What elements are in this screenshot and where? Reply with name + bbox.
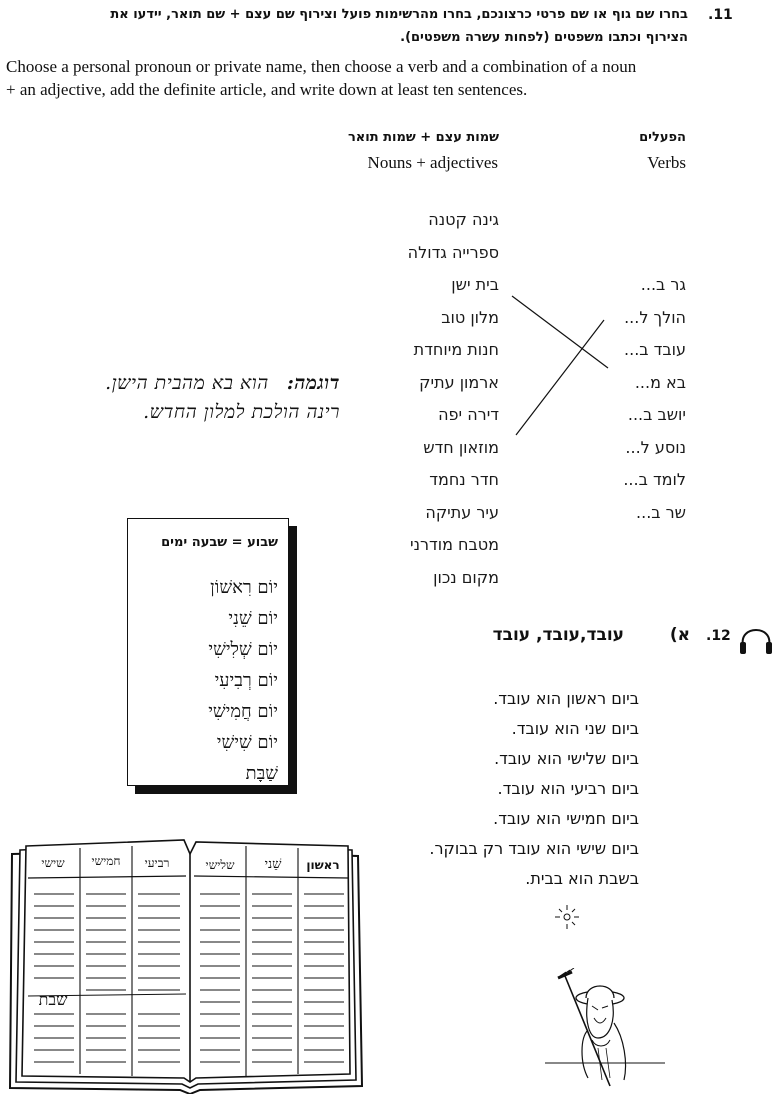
sun-icon	[552, 902, 582, 932]
headphones-icon[interactable]	[737, 615, 775, 657]
week-box-title: שבוע = שבעה ימים	[161, 535, 278, 550]
instruction-he-line-1: בחרו שם גוף או שם פרטי כרצונכם, בחרו מהרשימות פועל וצירוף שם עצם + שם תואר, יידעו את	[110, 7, 688, 22]
list-item: יוֹם שִׁישִׁי	[216, 732, 278, 753]
exercise-12-title: עובד,עובד, עובד	[492, 625, 624, 645]
verbs-header-en: Verbs	[647, 153, 686, 172]
list-item: בשבת הוא בבית.	[525, 869, 639, 888]
example-label: דוגמה:	[286, 372, 340, 394]
instruction-en-line-1: Choose a personal pronoun or private name, then choose a verb and a combination of a noun	[6, 57, 637, 76]
list-item: יוֹם שְׁלִישִׁי	[208, 639, 278, 660]
book-header-monday: שֵׁני	[264, 857, 282, 872]
list-item: נוסע ל...	[625, 437, 686, 457]
exercise-12-text	[339, 684, 639, 894]
example-block	[20, 372, 340, 424]
exercise-11-instruction-he	[8, 3, 688, 49]
exercise-12-part: א)	[669, 625, 690, 645]
book-header-thursday: חמישי	[91, 854, 121, 868]
list-item: יוֹם שֵׁנִי	[228, 608, 278, 629]
list-item: ביום ראשון הוא עובד.	[493, 689, 639, 708]
book-header-sunday: ראשון	[306, 858, 340, 872]
list-item: מקום נכון	[433, 567, 499, 587]
week-box	[127, 518, 289, 786]
list-item: ספרייה גדולה	[407, 242, 499, 262]
gardener-illustration	[540, 968, 670, 1088]
matching-lines	[500, 290, 620, 440]
list-item: דירה יפה	[438, 405, 499, 424]
book-entry-shabbat: שבת	[38, 990, 68, 1009]
book-drawing	[0, 838, 380, 1094]
nouns-header-he: שמות עצם + שמות תואר	[347, 130, 499, 145]
list-item: בית ישן	[451, 275, 499, 294]
list-item: יושב ב...	[627, 405, 686, 424]
week-days-list	[128, 550, 288, 789]
instruction-he-line-2: הצירוף וכתבו משפטים (לפחות עשרה משפטים).	[400, 30, 688, 45]
book-header-friday: שישי	[41, 856, 65, 870]
nouns-list	[329, 204, 499, 594]
list-item: חנות מיוחדת	[413, 340, 499, 359]
list-item: מוזאון חדש	[423, 437, 499, 457]
list-item: בא מ...	[634, 372, 686, 392]
list-item: שר ב...	[636, 502, 686, 522]
list-item: מטבח מודרני	[409, 535, 499, 554]
list-item: שַׁבָּת	[245, 763, 278, 784]
list-item: יוֹם רְבִיעִי	[214, 670, 278, 691]
list-item: עובד ב...	[624, 340, 686, 359]
list-item: לומד ב...	[623, 470, 686, 489]
list-item: ארמון עתיק	[419, 372, 499, 392]
list-item: ביום חמישי הוא עובד.	[493, 809, 639, 828]
list-item: ביום שלישי הוא עובד.	[494, 749, 639, 768]
calendar-book	[0, 838, 380, 1094]
nouns-header-en: Nouns + adjectives	[367, 153, 498, 172]
list-item: גר ב...	[640, 275, 686, 294]
verbs-header-he: הפעלים	[639, 130, 686, 145]
list-item: הולך ל...	[624, 307, 686, 327]
exercise-12-number: .12	[706, 628, 731, 644]
list-item: חדר נחמד	[429, 470, 499, 489]
example-line-1: הוא בא מהבית הישן.	[105, 372, 269, 394]
list-item: ביום שישי הוא עובד רק בבוקר.	[429, 839, 639, 858]
list-item: גינה קטנה	[428, 210, 499, 229]
book-header-tuesday: שלישי	[205, 858, 235, 872]
exercise-11-instruction-en	[6, 55, 726, 101]
list-item: עיר עתיקה	[425, 502, 499, 522]
list-item: יוֹם חֲמִישִׁי	[208, 701, 278, 722]
list-item: ביום רביעי הוא עובד.	[497, 779, 639, 798]
exercise-11-number: .11	[708, 7, 733, 23]
example-line-2: רינה הולכת למלון החדש.	[143, 401, 340, 423]
list-item: מלון טוב	[441, 307, 499, 327]
book-header-wednesday: רביעי	[144, 856, 170, 870]
list-item: יוֹם רִאשׁוֹן	[210, 577, 278, 598]
instruction-en-line-2: + an adjective, add the definite article, and write down at least ten sentences.	[6, 80, 528, 99]
list-item: ביום שני הוא עובד.	[511, 719, 639, 738]
